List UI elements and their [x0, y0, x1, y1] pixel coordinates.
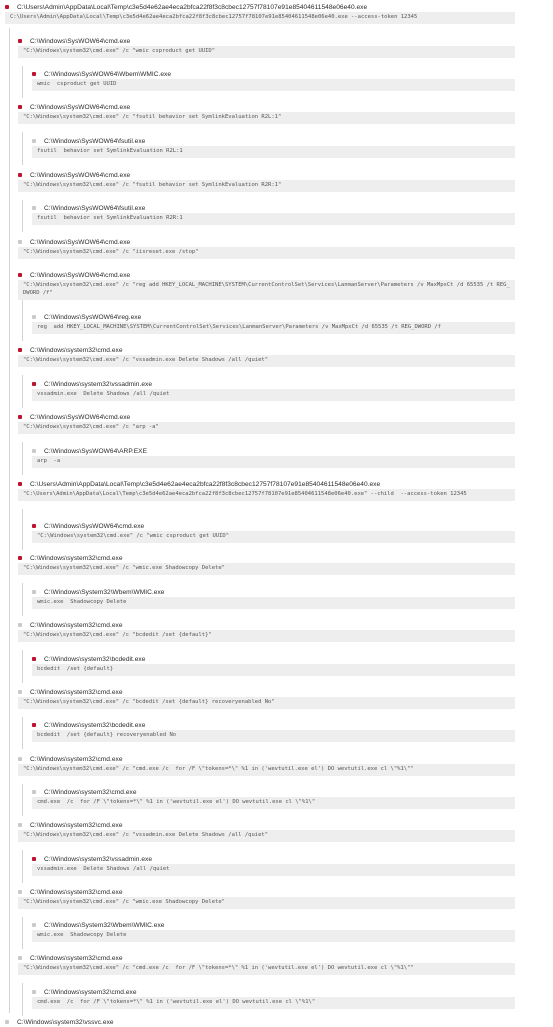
process-path[interactable]: C:\Windows\system32\vssadmin.exe: [44, 855, 153, 863]
threat-marker-icon: [32, 657, 36, 661]
command-line: "C:\Windows\system32\cmd.exe" /c "wmic csproduct get UUID": [18, 46, 515, 58]
tree-guide-line: [22, 66, 23, 98]
command-line: "C:\Windows\system32\cmd.exe" /c "iisreset.exe /stop": [18, 247, 515, 259]
tree-guide-line: [22, 509, 23, 550]
process-marker-icon: [32, 139, 36, 143]
process-path[interactable]: C:\Windows\system32\cmd.exe: [30, 954, 123, 962]
command-line: vssadmin.exe Delete Shadows /all /quiet: [32, 864, 515, 876]
process-path[interactable]: C:\Windows\system32\vssadmin.exe: [44, 380, 153, 388]
process-marker-icon: [18, 757, 22, 761]
process-path[interactable]: C:\Windows\system32\cmd.exe: [30, 621, 123, 629]
process-marker-icon: [32, 315, 36, 319]
process-path[interactable]: C:\Windows\system32\cmd.exe: [30, 821, 123, 829]
tree-guide-line: [22, 917, 23, 949]
process-path[interactable]: C:\Users\Admin\AppData\Local\Temp\c3e5d4e62ae4eca2bfca22f8f3c8cbec12757f78107e91e85404611548e06e40.exe: [30, 480, 381, 488]
command-line: fsutil behavior set SymlinkEvaluation R2L:1: [32, 146, 515, 158]
process-path[interactable]: C:\Windows\SysWOW64\ARP.EXE: [44, 447, 148, 455]
process-marker-icon: [32, 206, 36, 210]
tree-guide-line: [22, 583, 23, 616]
tree-guide-line: [22, 132, 23, 165]
process-path[interactable]: C:\Windows\system32\vssvc.exe: [17, 1018, 114, 1026]
process-path[interactable]: C:\Windows\system32\bcdedit.exe: [44, 655, 146, 663]
command-line: "C:\Windows\system32\cmd.exe" /c "vssadmin.exe Delete Shadows /all /quiet": [18, 355, 515, 367]
command-line: arp -a: [32, 456, 515, 468]
command-line: "C:\Windows\system32\cmd.exe" /c "arp -a": [18, 422, 515, 434]
process-marker-icon: [18, 956, 22, 960]
command-line: vssadmin.exe Delete Shadows /all /quiet: [32, 389, 515, 401]
threat-marker-icon: [18, 482, 22, 486]
process-path[interactable]: C:\Windows\SysWOW64\cmd.exe: [44, 522, 145, 530]
process-marker-icon: [18, 890, 22, 894]
command-line: wmic csproduct get UUID: [32, 79, 515, 91]
tree-guide-line: [22, 300, 23, 341]
threat-marker-icon: [18, 39, 22, 43]
process-path[interactable]: C:\Windows\SysWOW64\cmd.exe: [30, 37, 131, 45]
process-path[interactable]: C:\Windows\SysWOW64\cmd.exe: [30, 103, 131, 111]
process-path[interactable]: C:\Windows\SysWOW64\cmd.exe: [30, 271, 131, 279]
threat-marker-icon: [32, 723, 36, 727]
command-line: cmd.exe /c for /F \"tokens=*\" %1 in ('wevtutil.exe el') DO wevtutil.exe cl \"%1\": [32, 997, 515, 1009]
process-path[interactable]: C:\Windows\SysWOW64\fsutil.exe: [44, 204, 146, 212]
process-path[interactable]: C:\Windows\SysWOW64\cmd.exe: [30, 171, 131, 179]
command-line: wmic.exe Shadowcopy Delete: [32, 597, 515, 609]
process-path[interactable]: C:\Windows\system32\cmd.exe: [44, 788, 137, 796]
command-line: "C:\Users\Admin\AppData\Local\Temp\c3e5d4e62ae4eca2bfca22f8f3c8cbec12757f78107e91e85404611548e06e40.exe" --child --access-token 12345: [18, 489, 515, 501]
process-path[interactable]: C:\Windows\SysWOW64\fsutil.exe: [44, 137, 146, 145]
process-marker-icon: [32, 790, 36, 794]
tree-guide-line: [22, 650, 23, 683]
threat-marker-icon: [18, 173, 22, 177]
threat-marker-icon: [32, 857, 36, 861]
threat-marker-icon: [18, 105, 22, 109]
command-line: "C:\Windows\system32\cmd.exe" /c "cmd.exe /c for /F \"tokens=*\" %1 in ('wevtutil.exe el') DO wevtutil.exe cl \"%1\"": [18, 963, 515, 975]
process-path[interactable]: C:\Windows\system32\cmd.exe: [30, 755, 123, 763]
process-path[interactable]: C:\Windows\system32\cmd.exe: [30, 888, 123, 896]
threat-marker-icon: [18, 556, 22, 560]
tree-guide-line: [22, 200, 23, 232]
process-path[interactable]: C:\Windows\system32\cmd.exe: [44, 988, 137, 996]
command-line: wmic.exe Shadowcopy Delete: [32, 930, 515, 942]
process-marker-icon: [18, 240, 22, 244]
process-marker-icon: [18, 623, 22, 627]
threat-marker-icon: [32, 382, 36, 386]
process-path[interactable]: C:\Windows\SysWOW64\cmd.exe: [30, 413, 131, 421]
command-line: "C:\Windows\system32\cmd.exe" /c "fsutil behavior set SymlinkEvaluation R2L:1": [18, 112, 515, 124]
process-path[interactable]: C:\Windows\system32\cmd.exe: [30, 554, 123, 562]
process-path[interactable]: C:\Windows\system32\cmd.exe: [30, 688, 123, 696]
command-line: "C:\Windows\system32\cmd.exe" /c "wmic.exe Shadowcopy Delete": [18, 897, 515, 909]
process-path[interactable]: C:\Windows\SysWOW64\reg.exe: [44, 313, 142, 321]
process-marker-icon: [5, 1020, 9, 1024]
process-marker-icon: [32, 590, 36, 594]
command-line: "C:\Windows\system32\cmd.exe" /c "bcdedit /set {default} recoveryenabled No": [18, 697, 515, 709]
process-marker-icon: [18, 690, 22, 694]
command-line: "C:\Windows\system32\cmd.exe" /c "vssadmin.exe Delete Shadows /all /quiet": [18, 830, 515, 842]
process-path[interactable]: C:\Windows\system32\bcdedit.exe: [44, 721, 146, 729]
command-line: "C:\Windows\system32\cmd.exe" /c "reg add HKEY_LOCAL_MACHINE\SYSTEM\CurrentControlSet\Services\LanmanServer\Parameters /v MaxMpxCt /d 65535 /t REG_DWORD /f": [18, 280, 515, 300]
process-path[interactable]: C:\Users\Admin\AppData\Local\Temp\c3e5d4e62ae4eca2bfca22f8f3c8cbec12757f78107e91e85404611548e06e40.exe: [17, 3, 368, 11]
process-marker-icon: [32, 923, 36, 927]
command-line: bcdedit /set {default}: [32, 664, 515, 676]
command-line: "C:\Windows\system32\cmd.exe" /c "wmic csproduct get UUID": [32, 531, 515, 543]
threat-marker-icon: [18, 415, 22, 419]
command-line: "C:\Windows\system32\cmd.exe" /c "bcdedit /set {default}": [18, 630, 515, 642]
command-line: bcdedit /set {default} recoveryenabled No: [32, 730, 515, 742]
command-line: cmd.exe /c for /F \"tokens=*\" %1 in ('wevtutil.exe el') DO wevtutil.exe cl \"%1\": [32, 797, 515, 809]
process-path[interactable]: C:\Windows\SysWOW64\Wbem\WMIC.exe: [44, 70, 172, 78]
command-line: "C:\Windows\system32\cmd.exe" /c "cmd.exe /c for /F \"tokens=*\" %1 in ('wevtutil.exe el') DO wevtutil.exe cl \"%1\"": [18, 764, 515, 776]
process-marker-icon: [32, 449, 36, 453]
threat-marker-icon: [5, 5, 9, 9]
process-path[interactable]: C:\Windows\SysWOW64\cmd.exe: [30, 238, 131, 246]
tree-guide-line: [22, 850, 23, 883]
command-line: reg add HKEY_LOCAL_MACHINE\SYSTEM\CurrentControlSet\Services\LanmanServer\Parameters /v MaxMpxCt /d 65535 /t REG_DWORD /f: [32, 322, 515, 334]
tree-guide-line: [22, 442, 23, 475]
threat-marker-icon: [18, 273, 22, 277]
process-path[interactable]: C:\Windows\System32\Wbem\WMIC.exe: [44, 588, 165, 596]
tree-guide-line: [22, 717, 23, 749]
process-marker-icon: [32, 990, 36, 994]
tree-guide-line: [9, 28, 10, 1013]
command-line: C:\Users\Admin\AppData\Local\Temp\c3e5d4e62ae4eca2bfca22f8f3c8cbec12757f78107e91e85404611548e06e40.exe --access-token 12345: [5, 12, 515, 24]
process-path[interactable]: C:\Windows\system32\cmd.exe: [30, 346, 123, 354]
command-line: fsutil behavior set SymlinkEvaluation R2R:1: [32, 213, 515, 225]
command-line: "C:\Windows\system32\cmd.exe" /c "wmic.exe Shadowcopy Delete": [18, 563, 515, 575]
tree-guide-line: [22, 375, 23, 408]
tree-guide-line: [22, 784, 23, 816]
process-path[interactable]: C:\Windows\System32\Wbem\WMIC.exe: [44, 921, 165, 929]
tree-guide-line: [22, 983, 23, 1016]
threat-marker-icon: [18, 348, 22, 352]
threat-marker-icon: [32, 72, 36, 76]
command-line: "C:\Windows\system32\cmd.exe" /c "fsutil behavior set SymlinkEvaluation R2R:1": [18, 180, 515, 192]
threat-marker-icon: [32, 524, 36, 528]
process-marker-icon: [18, 823, 22, 827]
